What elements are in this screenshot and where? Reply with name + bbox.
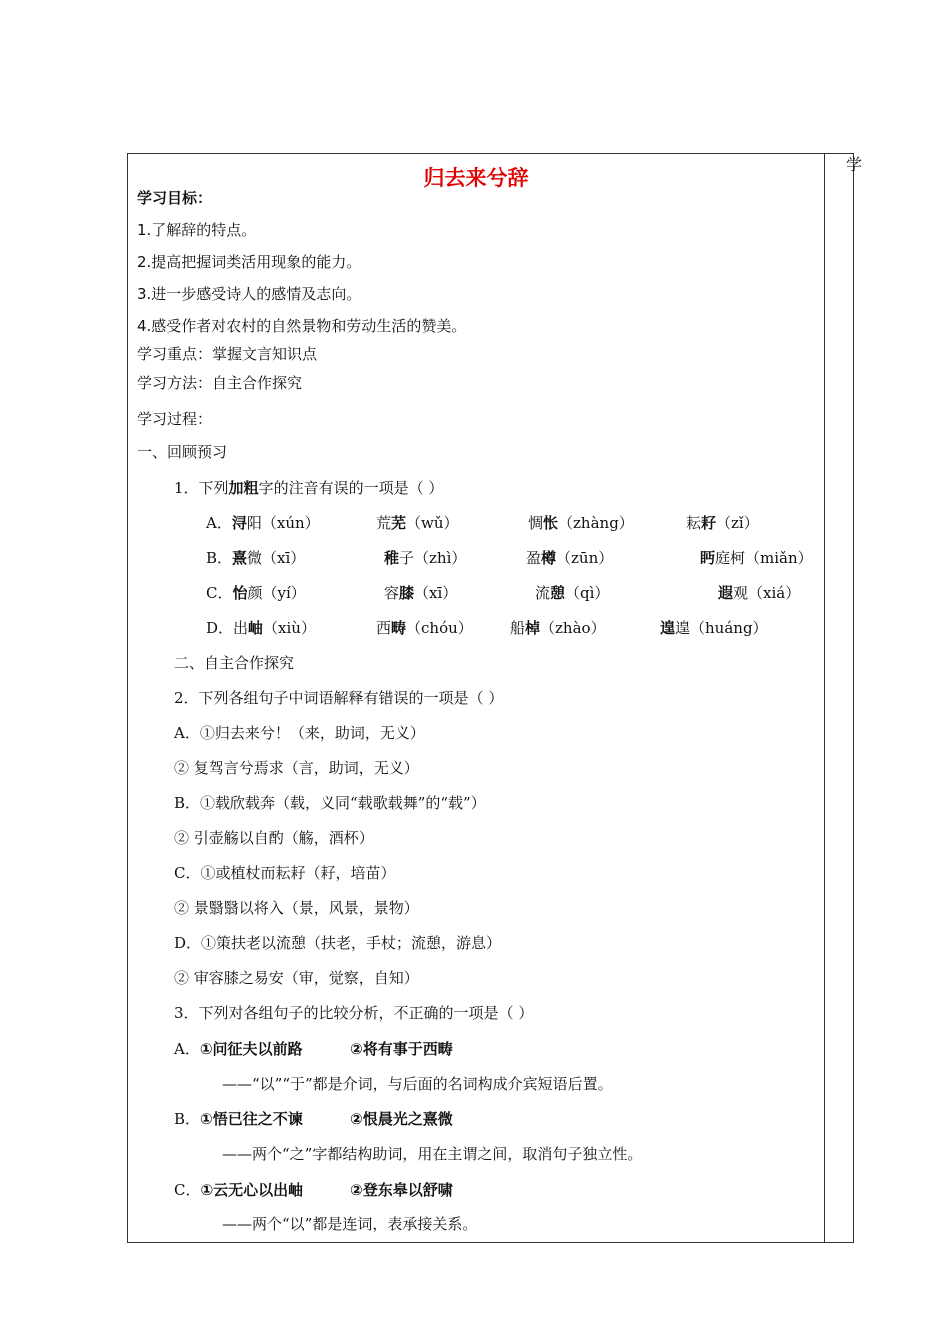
question-3: 3．下列对各组句子的比较分析，不正确的一项是（ ） [174, 1004, 534, 1022]
question-1: 1．下列加粗字的注音有误的一项是（ ） [174, 479, 444, 497]
q1-option: 眄庭柯（miǎn） [700, 549, 813, 567]
section-heading: 一、回顾预习 [137, 443, 228, 461]
q1-option: 船棹（zhào） [510, 619, 606, 637]
q1-option: 耘耔（zǐ） [686, 514, 759, 532]
q1-option: 荒芜（wǔ） [376, 514, 459, 532]
q3-note: ——两个“之”字都结构助词，用在主谓之间，取消句子独立性。 [222, 1145, 643, 1163]
q3-option-second: ②恨晨光之熹微 [350, 1110, 453, 1128]
q1-option: D．出岫（xiù） [206, 619, 316, 637]
side-column-char: 学 [846, 155, 863, 174]
q1-option: 惆怅（zhàng） [528, 514, 634, 532]
q3-note: ——两个“以”都是连词，表承接关系。 [222, 1215, 478, 1233]
q2-line: C．①或植杖而耘耔（耔，培苗） [174, 864, 396, 882]
q3-option: B．①悟已往之不谏 [174, 1110, 303, 1128]
q2-line: B．①载欣载奔（载，义同“载歌载舞”的“载”） [174, 794, 486, 812]
q1-option: A．浔阳（xún） [206, 514, 320, 532]
q3-note: ——“以”“于”都是介词，与后面的名词构成介宾短语后置。 [222, 1075, 613, 1093]
q1-option: 西畴（chóu） [376, 619, 473, 637]
q3-option: C．①云无心以出岫 [174, 1181, 304, 1199]
q1-option: 遐观（xiá） [718, 584, 801, 602]
q3-option-second: ②将有事于西畴 [350, 1040, 453, 1058]
study-method: 学习方法：自主合作探究 [137, 374, 303, 392]
q1-option: 稚子（zhì） [384, 549, 467, 567]
study-process: 学习过程： [137, 410, 213, 428]
goal-item: 3.进一步感受诗人的感情及志向。 [137, 285, 362, 303]
goal-item: 4.感受作者对农村的自然景物和劳动生活的赞美。 [137, 317, 467, 335]
q3-option-second: ②登东皋以舒啸 [350, 1181, 453, 1199]
q2-line: ② 复驾言兮焉求（言，助词，无义） [174, 759, 419, 777]
q2-line: ② 审容膝之易安（审，觉察，自知） [174, 969, 419, 987]
goals-heading: 学习目标： [137, 189, 213, 207]
q1-option: 容膝（xī） [384, 584, 458, 602]
section-heading: 二、自主合作探究 [174, 654, 295, 672]
question-2: 2．下列各组句子中词语解释有错误的一项是（ ） [174, 689, 504, 707]
q1-option: 流憩（qì） [535, 584, 610, 602]
page-title: 归去来兮辞 [423, 166, 529, 190]
q2-line: ② 景翳翳以将入（景，风景，景物） [174, 899, 419, 917]
q1-option: 盈樽（zūn） [526, 549, 614, 567]
q2-line: ② 引壶觞以自酌（觞，酒杯） [174, 829, 374, 847]
q1-option: C．怡颜（yí） [206, 584, 306, 602]
q1-option: 遑遑（huáng） [660, 619, 768, 637]
goal-item: 2.提高把握词类活用现象的能力。 [137, 253, 362, 271]
q1-option: B．熹微（xī） [206, 549, 306, 567]
q3-option: A．①问征夫以前路 [174, 1040, 303, 1058]
goal-item: 1.了解辞的特点。 [137, 221, 257, 239]
study-focus: 学习重点：掌握文言知识点 [137, 345, 318, 363]
side-column [825, 153, 854, 1243]
q2-line: A．①归去来兮！（来，助词，无义） [174, 724, 425, 742]
q2-line: D．①策扶老以流憩（扶老，手杖；流憩，游息） [174, 934, 502, 952]
